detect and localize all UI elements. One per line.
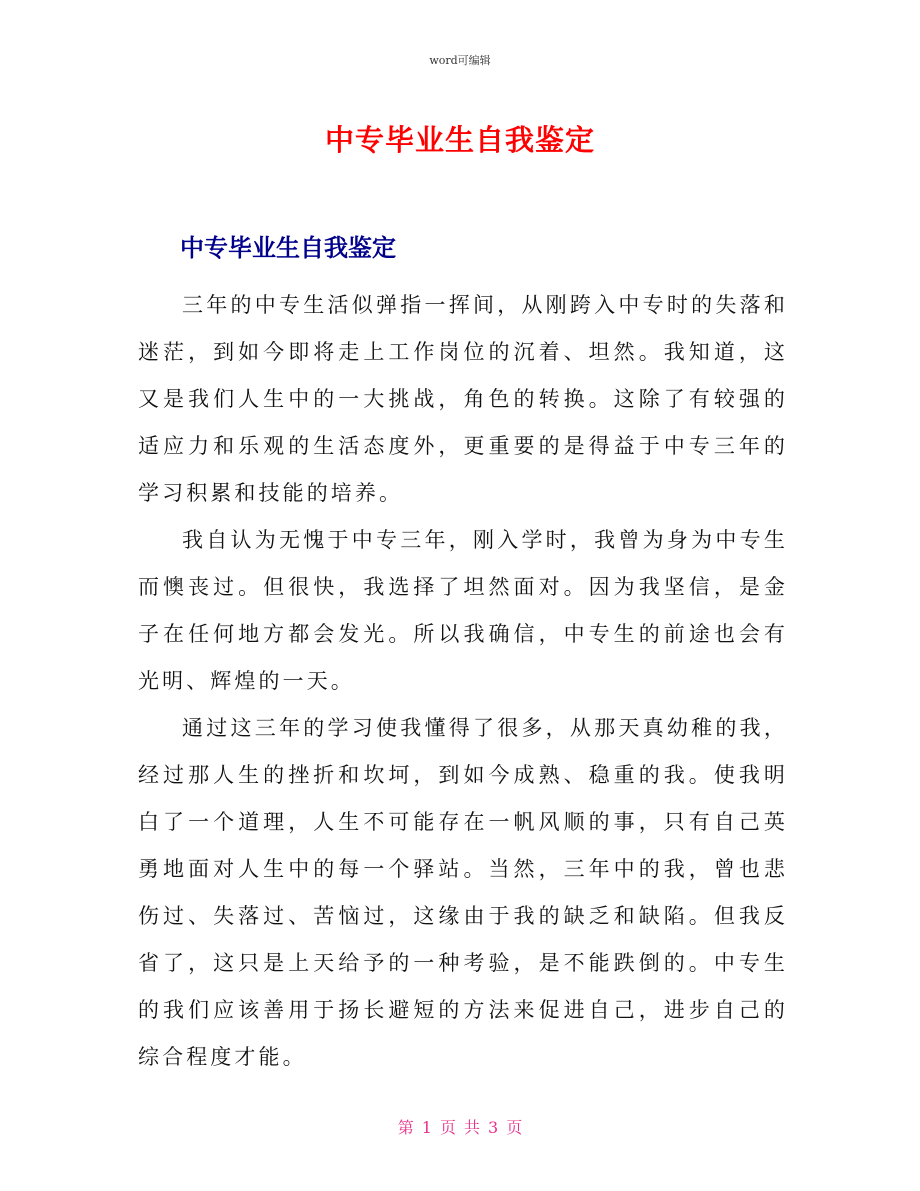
page-header xyxy=(0,52,920,68)
section-heading: 中专毕业生自我鉴定 xyxy=(180,234,396,262)
paragraph: 三年的中专生活似弹指一挥间，从刚跨入中专时的失落和迷茫，到如今即将走上工作岗位的沉着、坦然。我知道，这又是我们人生中的一大挑战，角色的转换。这除了有较强的适应力和乐观的生活态度外，更重要的是得益于中专三年的学习积累和技能的培养。 xyxy=(138,293,788,505)
header-text: word可编辑 xyxy=(429,54,491,67)
total-pages-number: 3 xyxy=(488,1118,499,1137)
document-title: 中专毕业生自我鉴定 xyxy=(324,123,595,157)
total-label-prefix: 共 xyxy=(464,1118,481,1137)
page-label-prefix: 第 xyxy=(397,1118,414,1137)
document-body xyxy=(138,282,788,1081)
page-footer xyxy=(0,1115,920,1138)
page-label-unit: 页 xyxy=(439,1118,456,1137)
paragraph: 通过这三年的学习使我懂得了很多，从那天真幼稚的我，经过那人生的挫折和坎坷，到如今成熟、稳重的我。使我明白了一个道理，人生不可能存在一帆风顺的事，只有自己英勇地面对人生中的每一个驿站。当然，三年中的我，曾也悲伤过、失落过、苦恼过，这缘由于我的缺乏和缺陷。但我反省了，这只是上天给予的一种考验，是不能跌倒的。中专生的我们应该善用于扬长避短的方法来促进自己，进步自己的综合程度才能。 xyxy=(138,716,788,1069)
paragraph: 我自认为无愧于中专三年，刚入学时，我曾为身为中专生而懊丧过。但很快，我选择了坦然面对。因为我坚信，是金子在任何地方都会发光。所以我确信，中专生的前途也会有光明、辉煌的一天。 xyxy=(138,528,788,693)
total-label-unit: 页 xyxy=(506,1118,523,1137)
current-page-number: 1 xyxy=(421,1118,432,1137)
